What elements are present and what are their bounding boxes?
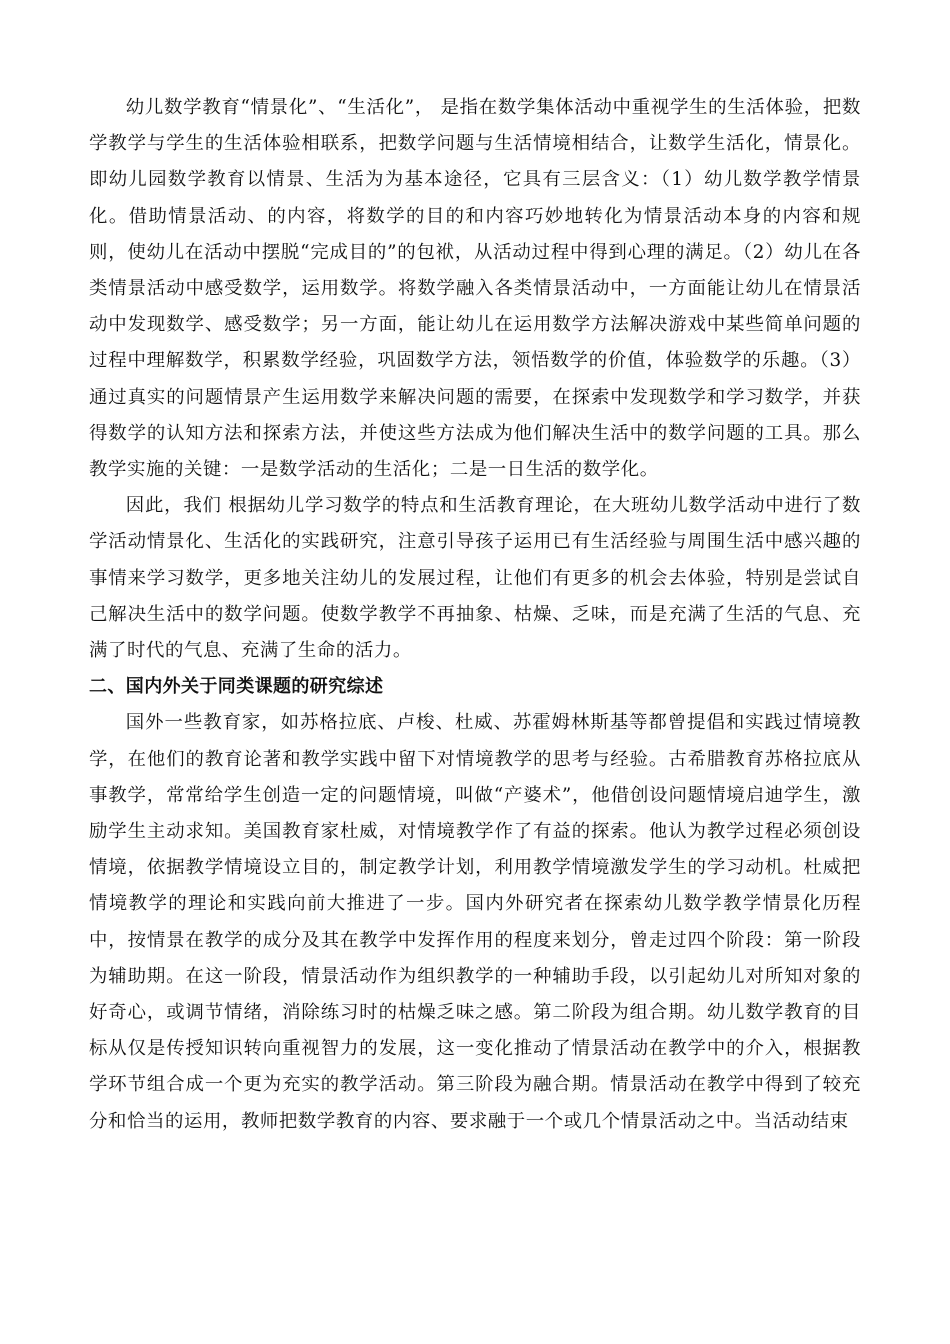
section-heading: 二、国内外关于同类课题的研究综述 <box>89 676 384 698</box>
paragraph-definition: 幼儿数学教育“情景化”、“生活化”， 是指在数学集体活动中重视学生的生活体验，把数学教学与学生的生活体验相联系，把数学问题与生活情境相结合，让数学生活化，情景化。 即幼儿园数学教育以情景、生活为为基本途径，它具有三层含义：（1）幼儿数学教学情景化。借助情景活动、的内容，将数学的目的和内容巧妙地转化为情景活动本身的内容和规则，使幼儿在活动中摆脱“完成目的”的包袱，从活动过程中得到心理的满足。（2）幼儿在各类情景活动中感受数学，运用数学。将数学融入各类情景活动中，一方面能让幼儿在情景活动中发现数学、感受数学；另一方面，能让幼儿在运用数学方法解决游戏中某些简单问题的过程中理解数学，积累数学经验，巩固数学方法，领悟数学的价值，体验数学的乐趣。（3）通过真实的问题情景产生运用数学来解决问题的需要，在探索中发现数学和学习数学，并获得数学的认知方法和探索方法，并使这些方法成为他们解决生活中的数学问题的工具。那么教学实施的关键：一是数学活动的生活化；二是一日生活的数学化。 <box>89 97 861 481</box>
paragraph-literature-review: 国外一些教育家，如苏格拉底、卢梭、杜威、苏霍姆林斯基等都曾提倡和实践过情境教学，在他们的教育论著和教学实践中留下对情境教学的思考与经验。古希腊教育苏格拉底从事教学，常常给学生创造一定的问题情境，叫做“产婆术”，他借创设问题情境启迪学生，激励学生主动求知。美国教育家杜威，对情境教学作了有益的探索。他认为教学过程必须创设情境，依据教学情境设立目的，制定教学计划，利用教学情境激发学生的学习动机。杜威把情境教学的理论和实践向前大推进了一步。国内外研究者在探索幼儿数学教学情景化历程中，按情景在教学的成分及其在教学中发挥作用的程度来划分，曾走过四个阶段：第一阶段为辅助期。在这一阶段，情景活动作为组织教学的一种辅助手段，以引起幼儿对所知对象的好奇心，或调节情绪，消除练习时的枯燥乏味之感。第二阶段为组合期。幼儿数学教育的目标从仅是传授知识转向重视智力的发展，这一变化推动了情景活动在教学中的介入，根据教学环节组合成一个更为充实的教学活动。第三阶段为融合期。情景活动在教学中得到了较充分和恰当的运用，教师把数学教育的内容、要求融于一个或几个情景活动之中。当活动结束 <box>89 712 861 1132</box>
paragraph-practice: 因此，我们 根据幼儿学习数学的特点和生活教育理论，在大班幼儿数学活动中进行了数学活动情景化、生活化的实践研究，注意引导孩子运用已有生活经验与周围生活中感兴趣的事情来学习数学，更多地关注幼儿的发展过程，让他们有更多的机会去体验，特别是尝试自己解决生活中的数学问题。使数学教学不再抽象、枯燥、乏味，而是充满了生活的气息、充满了时代的气息、充满了生命的活力。 <box>89 495 861 662</box>
body-text <box>89 90 861 1140</box>
